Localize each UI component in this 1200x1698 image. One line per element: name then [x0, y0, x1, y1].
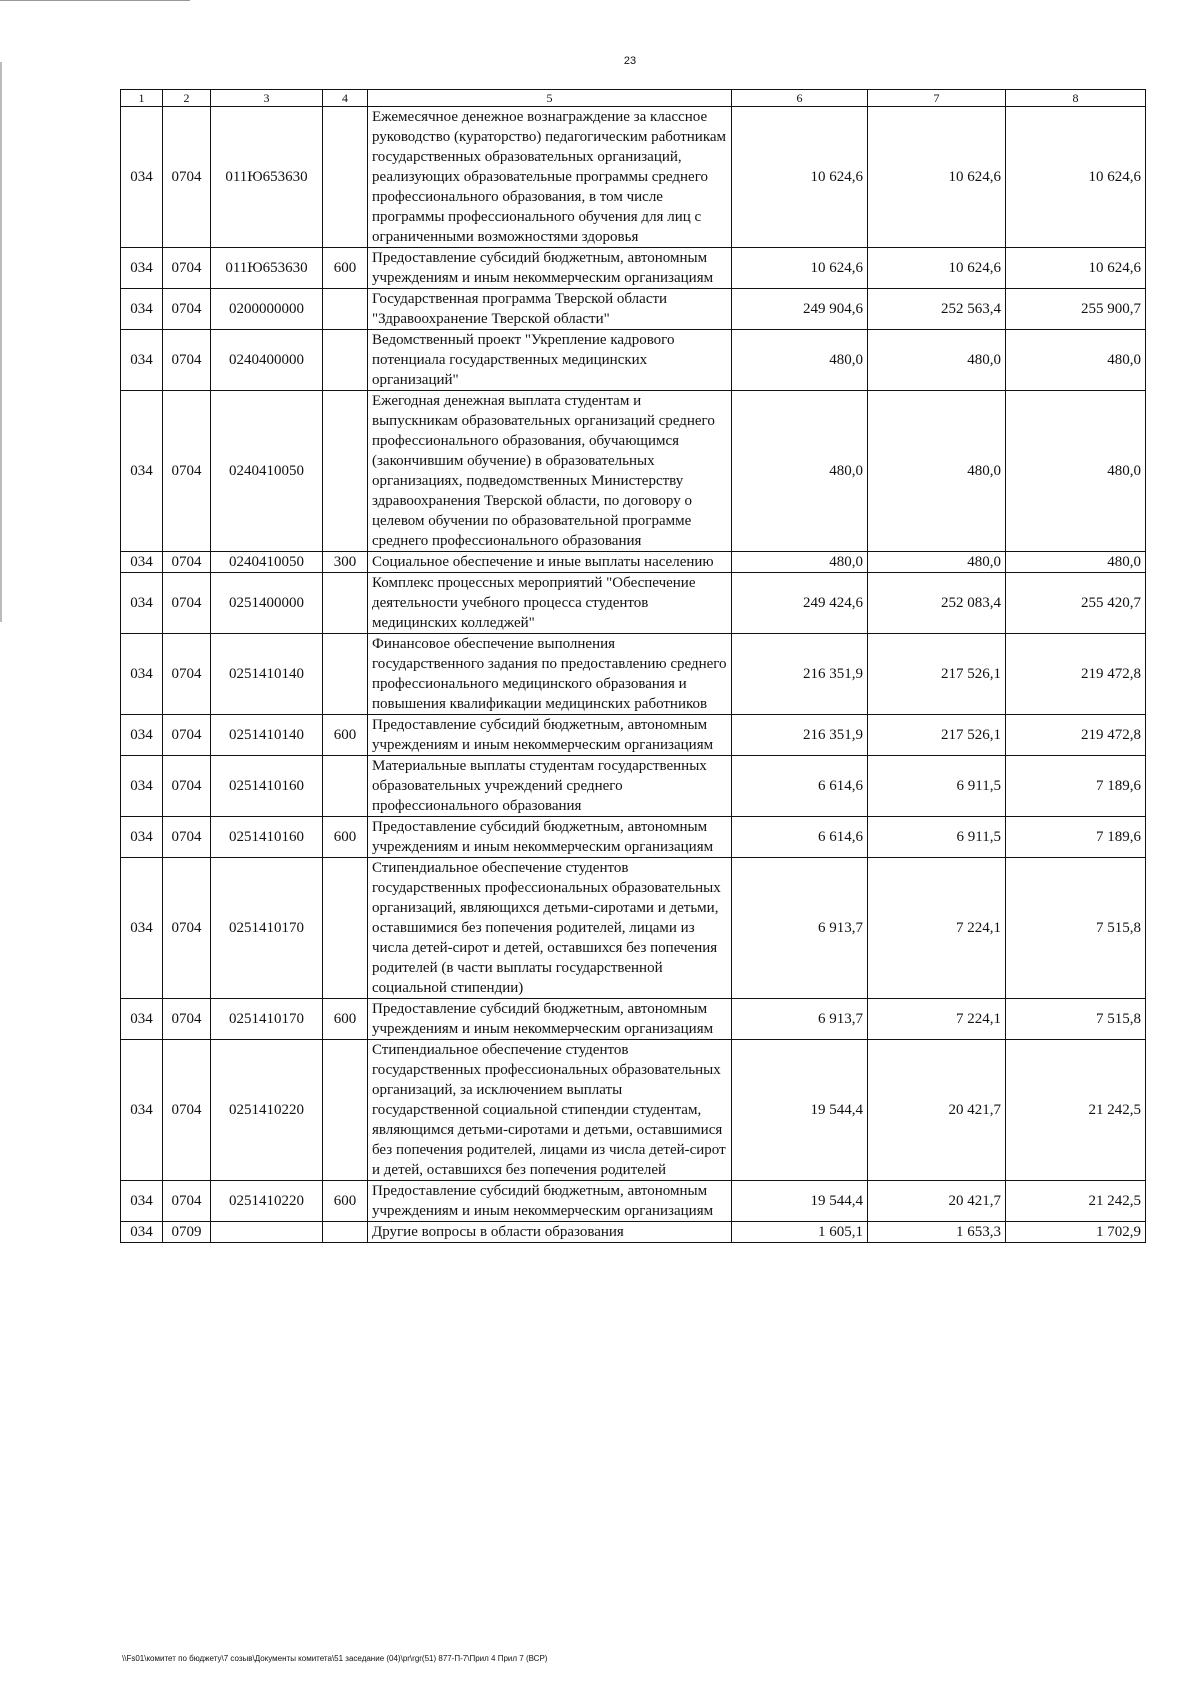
- target-article-cell: 0251400000: [211, 573, 323, 634]
- amount-year3-cell: 7 189,6: [1006, 817, 1146, 858]
- amount-year1-cell: 19 544,4: [732, 1181, 868, 1222]
- table-row: [121, 1181, 1146, 1222]
- section-code-cell: 0704: [163, 289, 211, 330]
- section-code-cell: 0704: [163, 634, 211, 715]
- description-cell: Другие вопросы в области образования: [368, 1222, 732, 1243]
- file-path-footer: \\Fs01\комитет по бюджету\7 созыв\Документы комитета\51 заседание (04)\pr\rgr(51) 877-П-7\Прил 4 Прил 7 (ВСР): [122, 1654, 548, 1663]
- amount-year1-cell: 6 913,7: [732, 999, 868, 1040]
- expense-type-cell: 300: [323, 552, 368, 573]
- description-cell: Предоставление субсидий бюджетным, автономным учреждениям и иным некоммерческим организациям: [368, 1181, 732, 1222]
- amount-year3-cell: 21 242,5: [1006, 1040, 1146, 1181]
- amount-year1-cell: 19 544,4: [732, 1040, 868, 1181]
- expense-type-cell: [323, 858, 368, 999]
- amount-year1-cell: 249 904,6: [732, 289, 868, 330]
- section-code-cell: 0704: [163, 391, 211, 552]
- target-article-cell: 0240400000: [211, 330, 323, 391]
- expense-type-cell: [323, 1040, 368, 1181]
- table-row: [121, 999, 1146, 1040]
- table-row: [121, 1222, 1146, 1243]
- expense-type-cell: [323, 573, 368, 634]
- expense-type-cell: [323, 1222, 368, 1243]
- target-article-cell: 0251410140: [211, 634, 323, 715]
- amount-year2-cell: 480,0: [868, 391, 1006, 552]
- amount-year3-cell: 21 242,5: [1006, 1181, 1146, 1222]
- expense-type-cell: [323, 391, 368, 552]
- admin-code-cell: 034: [121, 1181, 163, 1222]
- description-cell: Государственная программа Тверской области "Здравоохранение Тверской области": [368, 289, 732, 330]
- target-article-cell: 011Ю653630: [211, 107, 323, 248]
- column-number-row: [121, 90, 1146, 107]
- section-code-cell: 0704: [163, 552, 211, 573]
- column-number-header: 2: [163, 90, 211, 107]
- amount-year2-cell: 217 526,1: [868, 715, 1006, 756]
- amount-year3-cell: 480,0: [1006, 391, 1146, 552]
- amount-year3-cell: 219 472,8: [1006, 715, 1146, 756]
- column-number-header: 5: [368, 90, 732, 107]
- expense-type-cell: 600: [323, 999, 368, 1040]
- section-code-cell: 0704: [163, 999, 211, 1040]
- amount-year1-cell: 480,0: [732, 552, 868, 573]
- table-row: [121, 634, 1146, 715]
- admin-code-cell: 034: [121, 715, 163, 756]
- amount-year1-cell: 10 624,6: [732, 107, 868, 248]
- expense-type-cell: [323, 330, 368, 391]
- table-row: [121, 756, 1146, 817]
- amount-year2-cell: 252 563,4: [868, 289, 1006, 330]
- column-number-header: 7: [868, 90, 1006, 107]
- expense-type-cell: 600: [323, 715, 368, 756]
- admin-code-cell: 034: [121, 999, 163, 1040]
- section-code-cell: 0704: [163, 573, 211, 634]
- amount-year2-cell: 217 526,1: [868, 634, 1006, 715]
- amount-year3-cell: 480,0: [1006, 330, 1146, 391]
- amount-year3-cell: 255 420,7: [1006, 573, 1146, 634]
- section-code-cell: 0704: [163, 1040, 211, 1181]
- section-code-cell: 0704: [163, 107, 211, 248]
- admin-code-cell: 034: [121, 330, 163, 391]
- description-cell: Материальные выплаты студентам государственных образовательных учреждений среднего профессионального образования: [368, 756, 732, 817]
- amount-year1-cell: 480,0: [732, 330, 868, 391]
- amount-year3-cell: 480,0: [1006, 552, 1146, 573]
- admin-code-cell: 034: [121, 391, 163, 552]
- amount-year1-cell: 6 614,6: [732, 756, 868, 817]
- description-cell: Предоставление субсидий бюджетным, автономным учреждениям и иным некоммерческим организациям: [368, 248, 732, 289]
- table-row: [121, 573, 1146, 634]
- admin-code-cell: 034: [121, 248, 163, 289]
- target-article-cell: 0251410170: [211, 999, 323, 1040]
- amount-year1-cell: 6 913,7: [732, 858, 868, 999]
- expense-type-cell: 600: [323, 248, 368, 289]
- expense-type-cell: [323, 289, 368, 330]
- description-cell: Ежемесячное денежное вознаграждение за классное руководство (кураторство) педагогическим работникам государственных образовательных организаций, реализующих образовательные программы среднего профессионального образования, в том числе программы профессионального обучения для лиц с ограниченными возможностями здоровья: [368, 107, 732, 248]
- table-row: [121, 391, 1146, 552]
- admin-code-cell: 034: [121, 1222, 163, 1243]
- section-code-cell: 0709: [163, 1222, 211, 1243]
- table-row: [121, 715, 1146, 756]
- expense-type-cell: [323, 107, 368, 248]
- description-cell: Предоставление субсидий бюджетным, автономным учреждениям и иным некоммерческим организациям: [368, 999, 732, 1040]
- admin-code-cell: 034: [121, 817, 163, 858]
- admin-code-cell: 034: [121, 756, 163, 817]
- admin-code-cell: 034: [121, 858, 163, 999]
- column-number-header: 3: [211, 90, 323, 107]
- amount-year2-cell: 7 224,1: [868, 858, 1006, 999]
- target-article-cell: 0240410050: [211, 552, 323, 573]
- description-cell: Предоставление субсидий бюджетным, автономным учреждениям и иным некоммерческим организациям: [368, 715, 732, 756]
- page-number: 23: [623, 55, 637, 67]
- amount-year3-cell: 10 624,6: [1006, 107, 1146, 248]
- admin-code-cell: 034: [121, 573, 163, 634]
- admin-code-cell: 034: [121, 634, 163, 715]
- expense-type-cell: 600: [323, 817, 368, 858]
- target-article-cell: 0200000000: [211, 289, 323, 330]
- amount-year1-cell: 216 351,9: [732, 715, 868, 756]
- description-cell: Финансовое обеспечение выполнения государственного задания по предоставлению среднего профессионального медицинского образования и повышения квалификации медицинских работников: [368, 634, 732, 715]
- amount-year3-cell: 7 515,8: [1006, 999, 1146, 1040]
- amount-year2-cell: 1 653,3: [868, 1222, 1006, 1243]
- column-number-header: 4: [323, 90, 368, 107]
- description-cell: Предоставление субсидий бюджетным, автономным учреждениям и иным некоммерческим организациям: [368, 817, 732, 858]
- amount-year2-cell: 7 224,1: [868, 999, 1006, 1040]
- amount-year2-cell: 480,0: [868, 552, 1006, 573]
- expense-type-cell: [323, 756, 368, 817]
- amount-year1-cell: 10 624,6: [732, 248, 868, 289]
- section-code-cell: 0704: [163, 248, 211, 289]
- table-row: [121, 552, 1146, 573]
- amount-year2-cell: 6 911,5: [868, 817, 1006, 858]
- table-row: [121, 248, 1146, 289]
- amount-year2-cell: 480,0: [868, 330, 1006, 391]
- admin-code-cell: 034: [121, 289, 163, 330]
- table-body: [121, 107, 1146, 1243]
- amount-year2-cell: 20 421,7: [868, 1181, 1006, 1222]
- table-row: [121, 817, 1146, 858]
- amount-year2-cell: 10 624,6: [868, 248, 1006, 289]
- amount-year1-cell: 216 351,9: [732, 634, 868, 715]
- admin-code-cell: 034: [121, 552, 163, 573]
- column-number-header: 6: [732, 90, 868, 107]
- amount-year3-cell: 219 472,8: [1006, 634, 1146, 715]
- description-cell: Ведомственный проект "Укрепление кадрового потенциала государственных медицинских организаций": [368, 330, 732, 391]
- target-article-cell: 0240410050: [211, 391, 323, 552]
- target-article-cell: 0251410220: [211, 1181, 323, 1222]
- section-code-cell: 0704: [163, 817, 211, 858]
- table-row: [121, 330, 1146, 391]
- section-code-cell: 0704: [163, 1181, 211, 1222]
- table-row: [121, 1040, 1146, 1181]
- target-article-cell: 0251410160: [211, 817, 323, 858]
- amount-year2-cell: 10 624,6: [868, 107, 1006, 248]
- amount-year1-cell: 1 605,1: [732, 1222, 868, 1243]
- amount-year2-cell: 252 083,4: [868, 573, 1006, 634]
- amount-year3-cell: 7 189,6: [1006, 756, 1146, 817]
- description-cell: Стипендиальное обеспечение студентов государственных профессиональных образовательных организаций, за исключением выплаты государственной социальной стипендии студентам, являющимся детьми-сиротами и детьми, оставшимися без попечения родителей, лицами из числа детей-сирот и детей, оставшихся без попечения родителей: [368, 1040, 732, 1181]
- amount-year1-cell: 6 614,6: [732, 817, 868, 858]
- expense-type-cell: [323, 634, 368, 715]
- amount-year1-cell: 249 424,6: [732, 573, 868, 634]
- target-article-cell: 0251410140: [211, 715, 323, 756]
- target-article-cell: [211, 1222, 323, 1243]
- amount-year2-cell: 6 911,5: [868, 756, 1006, 817]
- description-cell: Ежегодная денежная выплата студентам и выпускникам образовательных организаций среднего профессионального образования, обучающимся (закончившим обучение) в образовательных организациях, подведомственных Министерству здравоохранения Тверской области, по договору о целевом обучении по образовательной программе среднего профессионального образования: [368, 391, 732, 552]
- column-number-header: 8: [1006, 90, 1146, 107]
- table-row: [121, 289, 1146, 330]
- budget-table: [120, 89, 1146, 1243]
- target-article-cell: 0251410170: [211, 858, 323, 999]
- description-cell: Стипендиальное обеспечение студентов государственных профессиональных образовательных организаций, являющихся детьми-сиротами и детьми, оставшимися без попечения родителей, лицами из числа детей-сирот и детей, оставшихся без попечения родителей (в части выплаты государственной социальной стипендии): [368, 858, 732, 999]
- section-code-cell: 0704: [163, 858, 211, 999]
- amount-year3-cell: 7 515,8: [1006, 858, 1146, 999]
- admin-code-cell: 034: [121, 107, 163, 248]
- admin-code-cell: 034: [121, 1040, 163, 1181]
- target-article-cell: 0251410160: [211, 756, 323, 817]
- amount-year3-cell: 1 702,9: [1006, 1222, 1146, 1243]
- target-article-cell: 0251410220: [211, 1040, 323, 1181]
- amount-year2-cell: 20 421,7: [868, 1040, 1006, 1181]
- table-row: [121, 107, 1146, 248]
- section-code-cell: 0704: [163, 715, 211, 756]
- amount-year3-cell: 10 624,6: [1006, 248, 1146, 289]
- amount-year1-cell: 480,0: [732, 391, 868, 552]
- target-article-cell: 011Ю653630: [211, 248, 323, 289]
- description-cell: Социальное обеспечение и иные выплаты населению: [368, 552, 732, 573]
- description-cell: Комплекс процессных мероприятий "Обеспечение деятельности учебного процесса студентов медицинских колледжей": [368, 573, 732, 634]
- expense-type-cell: 600: [323, 1181, 368, 1222]
- column-number-header: 1: [121, 90, 163, 107]
- amount-year3-cell: 255 900,7: [1006, 289, 1146, 330]
- section-code-cell: 0704: [163, 330, 211, 391]
- scan-edge-mark: [0, 62, 2, 622]
- scan-edge-mark: [0, 0, 190, 1]
- table-row: [121, 858, 1146, 999]
- section-code-cell: 0704: [163, 756, 211, 817]
